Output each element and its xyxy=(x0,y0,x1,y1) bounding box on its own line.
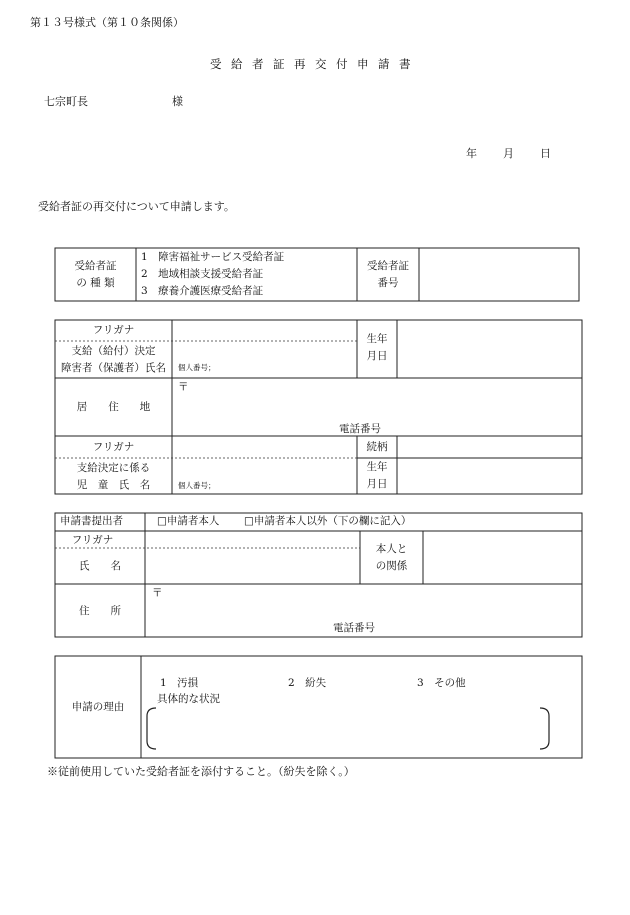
submitter-furigana-label: フリガナ xyxy=(71,534,114,546)
reason-option-soiled[interactable]: 1 汚損 xyxy=(160,677,199,689)
certificate-number-field[interactable] xyxy=(420,249,578,300)
residence-phone-label: 電話番号 xyxy=(339,423,381,435)
child-birth-label-line2: 月日 xyxy=(366,478,388,490)
submitter-name-label: 氏 名 xyxy=(79,560,121,572)
certificate-type-label-line2: の 種 類 xyxy=(76,277,115,289)
certificate-number-label-line2: 番号 xyxy=(377,277,399,289)
recipient-birth-label-line2: 月日 xyxy=(366,350,388,362)
intro-statement: 受給者証の再交付について申請します。 xyxy=(38,200,235,213)
recipient-name-label-line1: 支給（給付）決定 xyxy=(71,345,156,357)
child-my-number-label: 個人番号； xyxy=(178,481,216,490)
submitter-label: 申請書提出者 xyxy=(60,515,123,527)
recipient-my-number-label: 個人番号； xyxy=(178,363,216,372)
submitter-address-label: 住 所 xyxy=(79,605,121,617)
certificate-option-1: 1 障害福祉サービス受給者証 xyxy=(141,251,285,263)
submitter-relation-label-line1: 本人と xyxy=(375,543,408,555)
residence-field[interactable] xyxy=(173,379,581,435)
recipient-furigana-label: フリガナ xyxy=(92,324,135,336)
child-name-label-line1: 支給決定に係る xyxy=(76,462,151,474)
recipient-name-label-line2: 障害者（保護者）氏名 xyxy=(61,362,166,374)
child-relation-field[interactable] xyxy=(398,437,581,457)
child-name-field[interactable] xyxy=(173,437,356,493)
certificate-number-label-line1: 受給者証 xyxy=(367,260,409,272)
child-name-label-line2: 児 童 氏 名 xyxy=(76,479,151,491)
child-birthdate-field[interactable] xyxy=(398,459,581,493)
submitter-option-other[interactable]: □申請者本人以外（下の欄に記入） xyxy=(244,515,412,527)
certificate-type-label-line1: 受給者証 xyxy=(74,260,117,272)
recipient-name-field[interactable] xyxy=(173,321,356,377)
reason-option-lost[interactable]: 2 紛失 xyxy=(288,677,327,689)
submitter-postal-mark: 〒 xyxy=(152,587,163,599)
honorific: 様 xyxy=(172,95,183,108)
submitter-option-self[interactable]: □申請者本人 xyxy=(157,515,220,527)
submitter-name-field[interactable] xyxy=(146,532,359,583)
form-title: 受給者証再交付申請書 xyxy=(210,57,420,71)
attachment-note: ※従前使用していた受給者証を添付すること。（紛失を除く。） xyxy=(47,765,355,778)
residence-postal-mark: 〒 xyxy=(178,381,189,393)
recipient-birth-label-line1: 生年 xyxy=(366,333,388,345)
submitter-relation-label-line2: の関係 xyxy=(375,560,408,572)
submitter-phone-label: 電話番号 xyxy=(333,622,375,634)
reason-option-other[interactable]: 3 その他 xyxy=(417,677,466,689)
residence-label: 居 住 地 xyxy=(76,401,151,413)
child-relation-label: 続柄 xyxy=(366,441,388,453)
reason-details-field[interactable] xyxy=(158,710,538,747)
reason-label: 申請の理由 xyxy=(71,701,125,713)
reason-details-label: 具体的な状況 xyxy=(157,693,220,705)
certificate-option-2: 2 地域相談支援受給者証 xyxy=(141,268,264,280)
child-birth-label-line1: 生年 xyxy=(366,461,388,473)
addressee: 七宗町長 xyxy=(44,95,88,108)
date-day: 日 xyxy=(540,147,551,160)
submitter-relation-field[interactable] xyxy=(424,532,581,583)
recipient-birthdate-field[interactable] xyxy=(398,321,581,377)
form-number: 第１３号様式（第１０条関係） xyxy=(30,16,184,29)
date-month: 月 xyxy=(503,147,514,160)
certificate-option-3: 3 療養介護医療受給者証 xyxy=(141,285,264,297)
child-furigana-label: フリガナ xyxy=(92,441,135,453)
submitter-address-field[interactable] xyxy=(146,585,581,636)
date-year: 年 xyxy=(466,147,477,160)
